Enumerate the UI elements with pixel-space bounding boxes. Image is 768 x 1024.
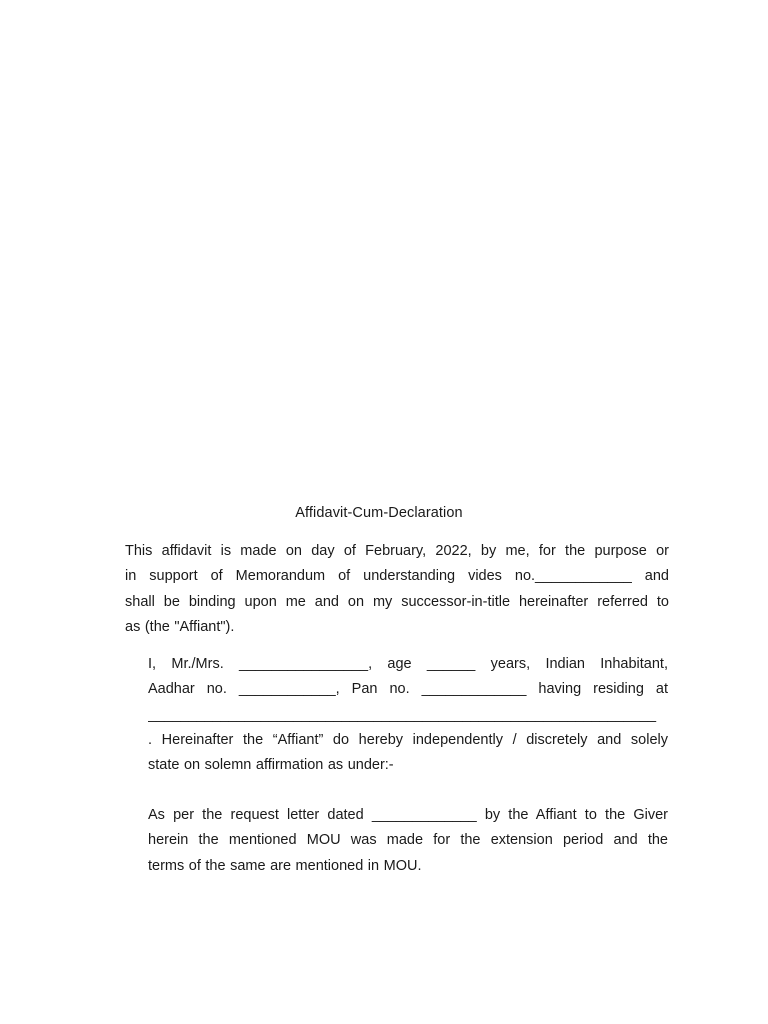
paragraph-line: shall be binding upon me and on my successor-in-title hereinafter referred to	[125, 593, 669, 610]
address-blank-line: _______________________________________________________________	[148, 706, 657, 723]
request-letter-paragraph	[148, 803, 668, 879]
affiant-details-paragraph	[148, 652, 668, 778]
paragraph-line: Aadhar no. ____________, Pan no. _____________ having residing at	[148, 681, 668, 698]
paragraph-line: . Hereinafter the “Affiant” do hereby independently / discretely and solely	[148, 731, 668, 748]
opening-paragraph	[125, 539, 669, 640]
paragraph-line: As per the request letter dated _____________ by the Affiant to the Giver	[148, 807, 668, 823]
paragraph-line: state on solemn affirmation as under:-	[148, 757, 394, 774]
document-title: Affidavit-Cum-Declaration	[295, 505, 463, 521]
paragraph-line: terms of the same are mentioned in MOU.	[148, 857, 422, 874]
paragraph-line: This affidavit is made on day of February, 2022, by me, for the purpose or	[125, 543, 669, 559]
paragraph-line: as (the "Affiant").	[125, 618, 235, 635]
paragraph-line: I, Mr./Mrs. ________________, age ______ years, Indian Inhabitant,	[148, 656, 668, 672]
paragraph-line: herein the mentioned MOU was made for the extension period and the	[148, 832, 668, 849]
paragraph-line: in support of Memorandum of understanding vides no.____________ and	[125, 568, 669, 585]
